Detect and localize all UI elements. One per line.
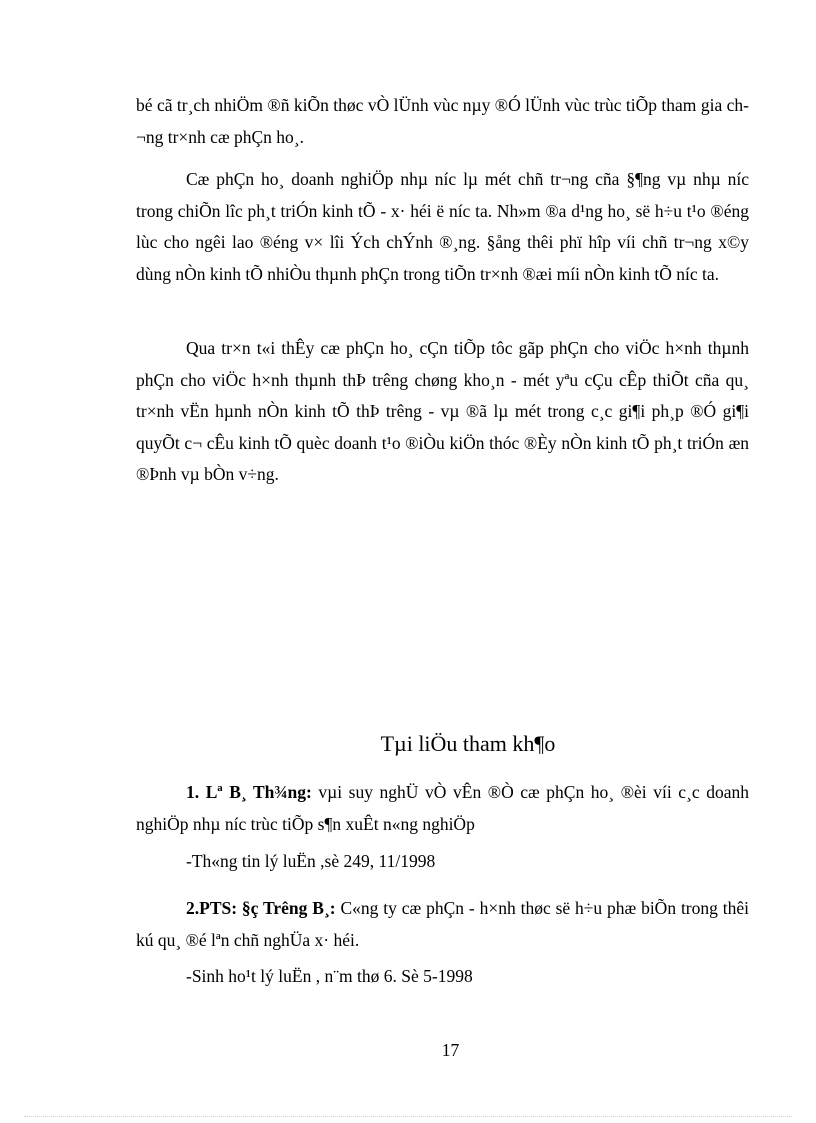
reference-item-1 xyxy=(136,777,749,840)
body-paragraph-3: Qua tr×n t«i thÊy cæ phÇn ho¸ cÇn tiÕp tôc gãp phÇn cho viÖc h×nh thµnh phÇn cho viÖc h×nh thµnh thÞ trêng chøng kho¸n - mét yªu cÇu cÊp thiÕt cña qu¸ tr×nh vËn hµnh nÒn kinh tÕ thÞ trêng - vµ ®ã lµ mét trong c¸c gi¶i ph¸p ®Ó gi¶i quyÕt c¬ cÊu kinh tÕ quèc doanh t¹o ®iÒu kiÖn thóc ®Èy nÒn kinh tÕ ph¸t triÓn æn ®Þnh vµ bÒn v÷ng. xyxy=(136,338,749,484)
references-heading: Tµi liÖu tham kh¶o xyxy=(380,731,556,756)
reference-1-source: -Th«ng tin lý luËn ,sè 249, 11/1998 xyxy=(186,851,436,871)
body-paragraph-2: Cæ phÇn ho¸ doanh nghiÖp nhµ níc lµ mét chñ tr¬ng cña §¶ng vµ nhµ níc trong chiÕn lîc ph¸t triÓn kinh tÕ - x· héi ë níc ta. Nh»m ®a d¹ng ho¸ së h÷u t¹o ®éng lùc cho ngêi lao ®éng v× lîi Ých chÝnh ®¸ng. §ång thêi phï hîp víi chñ tr¬ng x©y dùng nÒn kinh tÕ nhiÒu thµnh phÇn trong tiÕn tr×nh ®æi míi nÒn kinh tÕ níc ta. xyxy=(136,169,749,284)
body-paragraph-1: bé cã tr¸ch nhiÖm ®ñ kiÕn thøc vÒ lÜnh vùc nµy ®Ó lÜnh vùc trùc tiÕp tham gia ch¬ng tr×nh cæ phÇn ho¸. xyxy=(136,95,749,147)
reference-item-2 xyxy=(136,893,749,956)
reference-1-author: 1. Lª B¸ Th¾ng: xyxy=(186,782,312,802)
reference-2-author: 2.PTS: §ç Trêng B¸: xyxy=(186,898,336,918)
page-number: 17 xyxy=(441,1040,460,1060)
page-bottom-divider xyxy=(24,1116,792,1117)
reference-2-source: -Sinh ho¹t lý luËn , n¨m thø 6. Sè 5-1998 xyxy=(186,966,473,986)
reference-2-title: C«ng ty cæ phÇn - h×nh thøc së h÷u phæ biÕn trong thêi kú qu¸ ®é lªn chñ nghÜa x· héi. xyxy=(136,898,750,950)
reference-1-title: vµi suy nghÜ vÒ vÊn ®Ò cæ phÇn ho¸ ®èi víi c¸c doanh nghiÖp nhµ níc trùc tiÕp s¶n xuÊt n«ng nghiÖp xyxy=(136,782,749,834)
